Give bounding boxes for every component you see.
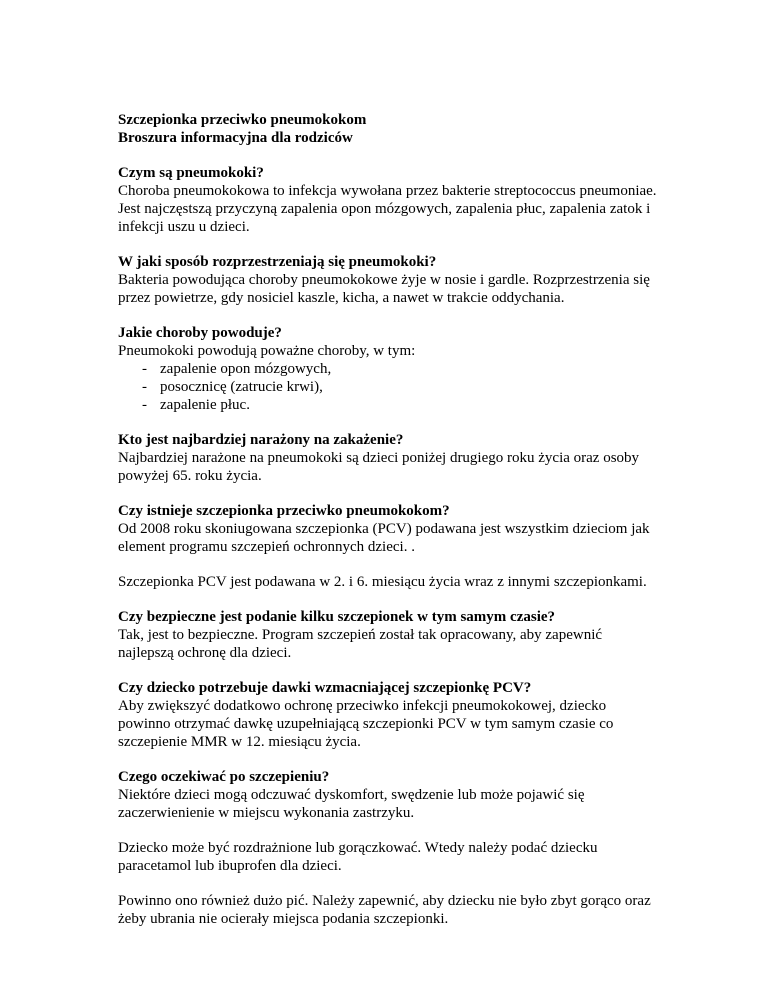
section-how-they-spread: [118, 253, 658, 307]
section-vaccine-exists: [118, 502, 658, 591]
section-paragraph: Tak, jest to bezpieczne. Program szczepień został tak opracowany, aby zapewnić najlepszą ochronę dla dzieci.: [118, 627, 603, 661]
section-what-are-pneumococci: [118, 164, 658, 236]
section-after-vaccination: [118, 768, 658, 928]
section-heading: Czym są pneumokoki?: [118, 165, 264, 181]
list-item-text: zapalenie opon mózgowych,: [160, 361, 332, 377]
section-paragraph: Od 2008 roku skoniugowana szczepionka (PCV) podawana jest wszystkim dzieciom jak element programu szczepień ochronnych dzieci. .: [118, 521, 650, 555]
list-item-text: zapalenie płuc.: [160, 397, 250, 413]
list-marker: -: [142, 361, 147, 377]
document-page: [118, 111, 658, 945]
document-subtitle: Broszura informacyjna dla rodziców: [118, 130, 353, 146]
section-heading: W jaki sposób rozprzestrzeniają się pneumokoki?: [118, 254, 437, 270]
section-paragraph: Niektóre dzieci mogą odczuwać dyskomfort, swędzenie lub może pojawić się zaczerwienienie w miejscu wykonania zastrzyku.: [118, 787, 585, 821]
section-paragraph: Dziecko może być rozdrażnione lub gorączkować. Wtedy należy podać dziecku paracetamol lub ibuprofen dla dzieci.: [118, 840, 598, 874]
section-heading: Czego oczekiwać po szczepieniu?: [118, 769, 330, 785]
section-diseases-caused: [118, 324, 658, 414]
document-title: Szczepionka przeciwko pneumokokom: [118, 112, 367, 128]
section-paragraph: Powinno ono również dużo pić. Należy zapewnić, aby dziecku nie było zbyt gorąco oraz żeby ubrania nie ocierały miejsca podania szczepionki.: [118, 893, 651, 927]
section-multiple-vaccines-safety: [118, 608, 658, 662]
section-who-is-at-risk: [118, 431, 658, 485]
list-marker: -: [142, 397, 147, 413]
section-heading: Czy dziecko potrzebuje dawki wzmacniającej szczepionkę PCV?: [118, 680, 532, 696]
section-intro: Pneumokoki powodują poważne choroby, w tym:: [118, 343, 416, 359]
list-item: [118, 378, 658, 396]
list-item-text: posocznicę (zatrucie krwi),: [160, 379, 323, 395]
section-paragraph: Aby zwiększyć dodatkowo ochronę przeciwko infekcji pneumokokowej, dziecko powinno otrzymać dawkę uzupełniającą szczepionki PCV w tym samym czasie co szczepienie MMR w 12. miesiącu życia.: [118, 698, 614, 750]
section-heading: Czy bezpieczne jest podanie kilku szczepionek w tym samym czasie?: [118, 609, 556, 625]
list-item: [118, 396, 658, 414]
section-heading: Czy istnieje szczepionka przeciwko pneumokokom?: [118, 503, 450, 519]
section-heading: Jakie choroby powoduje?: [118, 325, 282, 341]
list-marker: -: [142, 379, 147, 395]
document-title-block: [118, 111, 658, 147]
section-paragraph: Choroba pneumokokowa to infekcja wywołana przez bakterie streptococcus pneumoniae. Jest najczęstszą przyczyną zapalenia opon mózgowych, zapalenia płuc, zapalenia zatok i infekcji uszu u dzieci.: [118, 183, 657, 235]
disease-list: [118, 360, 658, 414]
section-paragraph: Najbardziej narażone na pneumokoki są dzieci poniżej drugiego roku życia oraz osoby powyżej 65. roku życia.: [118, 450, 640, 484]
section-paragraph: Szczepionka PCV jest podawana w 2. i 6. miesiącu życia wraz z innymi szczepionkami.: [118, 574, 647, 590]
section-heading: Kto jest najbardziej narażony na zakażenie?: [118, 432, 404, 448]
section-paragraph: Bakteria powodująca choroby pneumokokowe żyje w nosie i gardle. Rozprzestrzenia się przez powietrze, gdy nosiciel kaszle, kicha, a nawet w trakcie oddychania.: [118, 272, 650, 306]
section-booster-dose: [118, 679, 658, 751]
list-item: [118, 360, 658, 378]
